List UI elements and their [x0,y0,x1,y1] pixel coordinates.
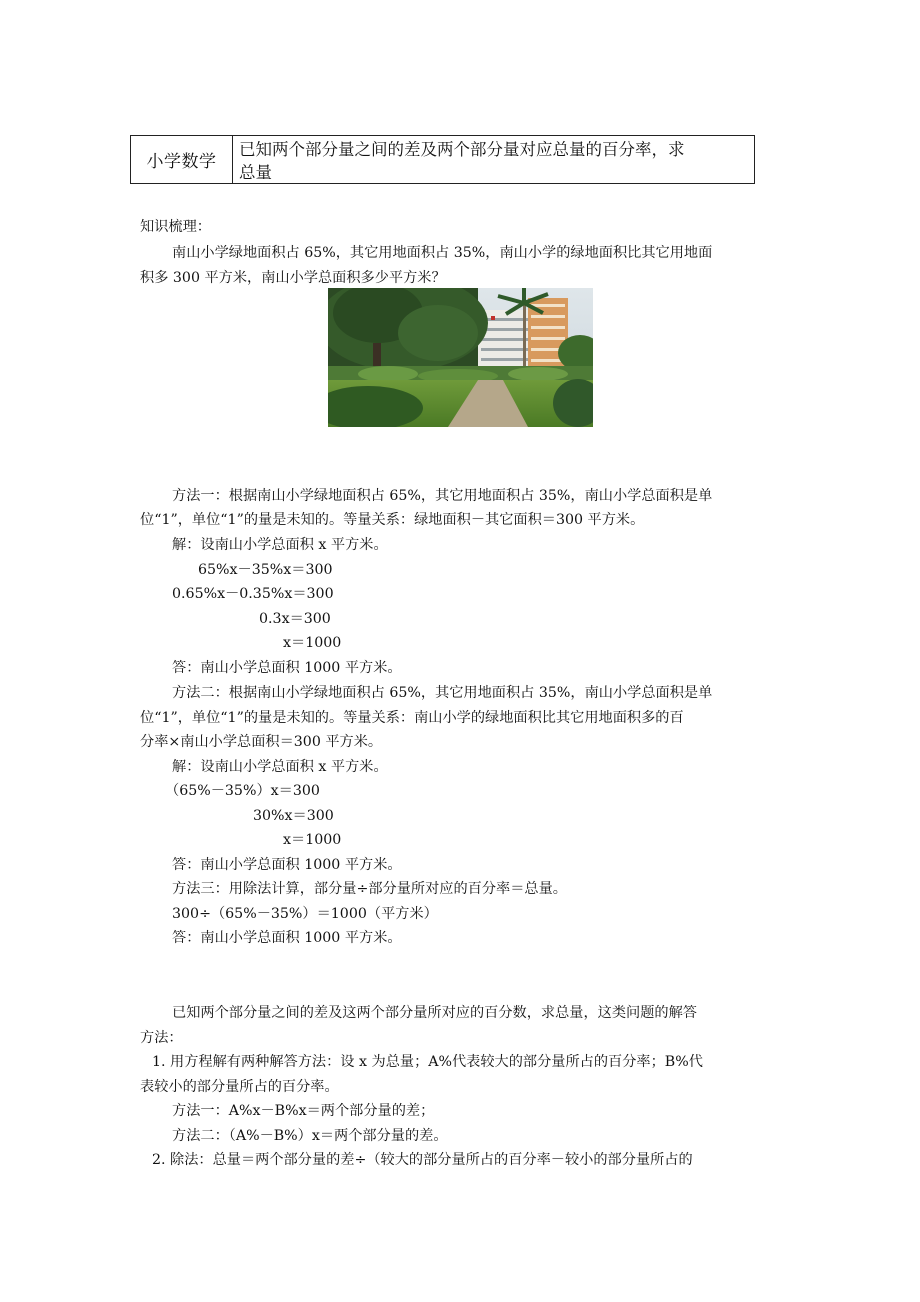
summary-item1-method2: 方法二：（A%－B%）x＝两个部分量的差。 [172,1128,448,1144]
header-table [130,135,755,184]
method1-eq4: x＝1000 [283,635,342,651]
method2-line3: 分率×南山小学总面积＝300 平方米。 [140,734,383,750]
method3-line1: 方法三：用除法计算，部分量÷部分量所对应的百分率＝总量。 [172,881,567,897]
campus-photo [328,288,593,427]
subject-label: 小学数学 [131,136,233,183]
summary-line2: 方法： [140,1030,183,1046]
method2-solve: 解：设南山小学总面积 x 平方米。 [172,759,388,775]
lesson-title-line2: 总量 [239,163,272,182]
problem-line2: 积多 300 平方米，南山小学总面积多少平方米？ [140,270,446,286]
method3-answer: 答：南山小学总面积 1000 平方米。 [172,930,402,946]
method2-line1: 方法二：根据南山小学绿地面积占 65%，其它用地面积占 35%，南山小学总面积是单 [172,685,713,701]
method2-answer: 答：南山小学总面积 1000 平方米。 [172,857,402,873]
summary-item1-line2: 表较小的部分量所占的百分率。 [140,1079,339,1095]
summary-item1-method1: 方法一：A%x－B%x＝两个部分量的差； [172,1103,435,1119]
method1-eq3: 0.3x＝300 [259,611,331,627]
method2-eq1: （65%－35%）x＝300 [165,783,320,799]
method1-line2: 位“1”，单位“1”的量是未知的。等量关系：绿地面积－其它面积＝300 平方米。 [140,512,645,528]
summary-item2-line1: 2. 除法：总量＝两个部分量的差÷（较大的部分量所占的百分率－较小的部分量所占的 [152,1152,693,1168]
summary-line1: 已知两个部分量之间的差及这两个部分量所对应的百分数，求总量，这类问题的解答 [172,1005,697,1021]
method1-answer: 答：南山小学总面积 1000 平方米。 [172,660,402,676]
lesson-title [233,136,754,183]
method2-eq2: 30%x＝300 [253,808,334,824]
method1-eq2: 0.65%x－0.35%x＝300 [172,586,334,602]
section-title: 知识梳理： [140,219,211,235]
method2-line2: 位“1”，单位“1”的量是未知的。等量关系：南山小学的绿地面积比其它用地面积多的百 [140,710,684,726]
method2-eq3: x＝1000 [283,832,342,848]
problem-line1: 南山小学绿地面积占 65%，其它用地面积占 35%，南山小学的绿地面积比其它用地面 [172,245,713,261]
method1-eq1: 65%x－35%x＝300 [198,562,333,578]
method1-solve: 解：设南山小学总面积 x 平方米。 [172,537,388,553]
lesson-title-line1: 已知两个部分量之间的差及两个部分量对应总量的百分率，求 [239,140,685,159]
method1-line1: 方法一：根据南山小学绿地面积占 65%，其它用地面积占 35%，南山小学总面积是单 [172,488,713,504]
summary-item1-line1: 1. 用方程解有两种解答方法：设 x 为总量；A%代表较大的部分量所占的百分率；B%代 [152,1054,703,1070]
method3-eq1: 300÷（65%－35%）＝1000（平方米） [172,906,438,922]
